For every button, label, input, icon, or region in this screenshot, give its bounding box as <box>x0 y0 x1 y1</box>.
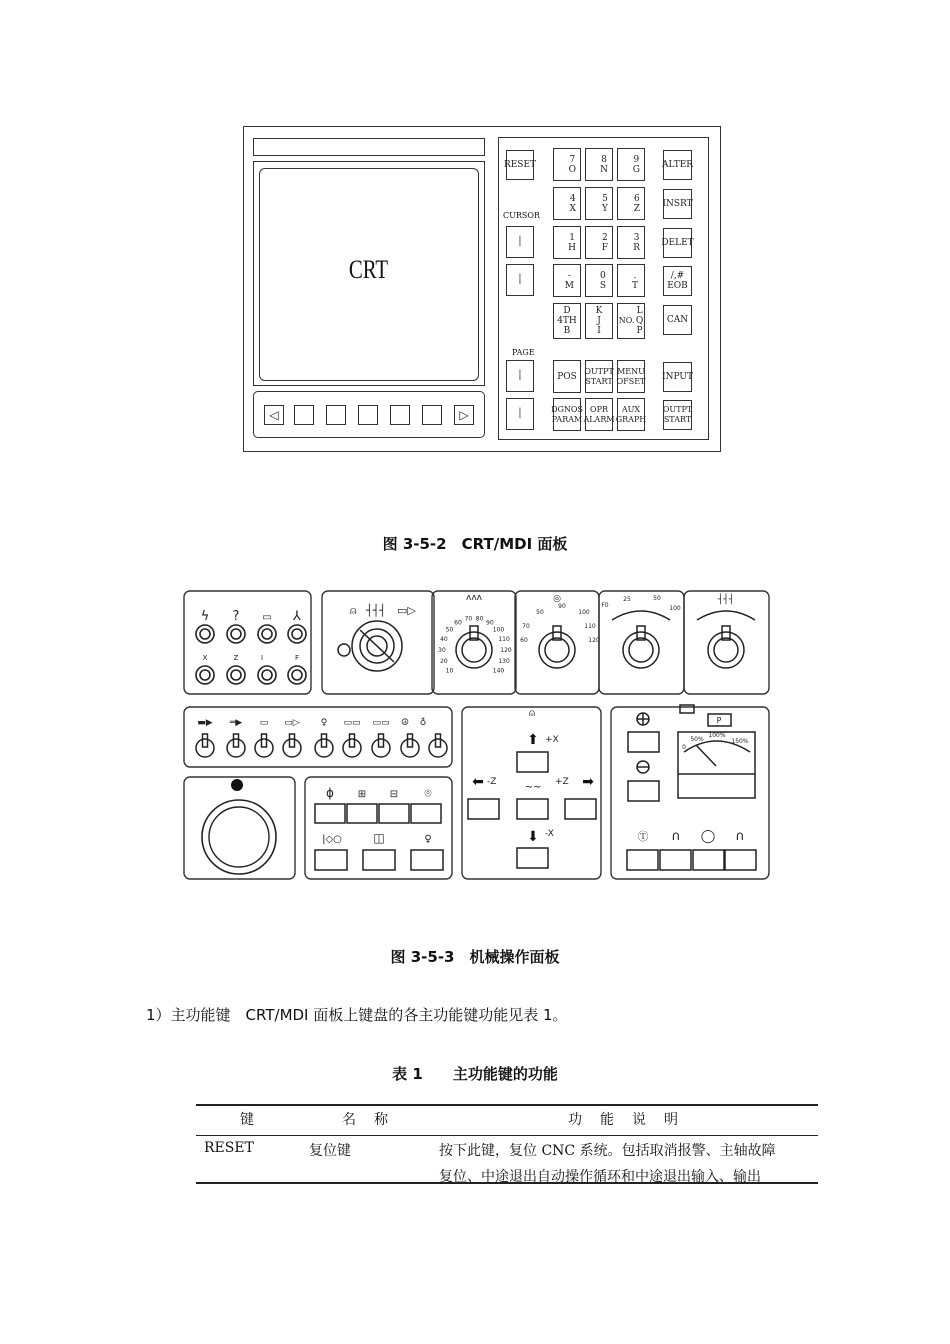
ring-icon: ◯ <box>700 829 716 844</box>
jog-top-icon: ⍝ <box>529 708 535 719</box>
switch-5 <box>196 666 214 684</box>
key-1-h[interactable]: 1 H <box>553 226 581 259</box>
table-header-key: 键 <box>240 1112 256 1128</box>
toggle-icon-1: ▬▶ <box>197 718 213 728</box>
table-top-rule <box>196 1104 818 1106</box>
table-cell-key: RESET <box>204 1140 254 1156</box>
feed-dial-label: 80 <box>475 615 484 623</box>
spindle-btn-6 <box>363 850 395 870</box>
tailstock-icon: ◫ <box>373 831 385 845</box>
feed-dial-label: 30 <box>438 647 446 654</box>
delet-key[interactable]: DELET <box>663 228 692 258</box>
spindle-110: 110 <box>584 623 596 630</box>
can-key[interactable]: CAN <box>663 305 692 335</box>
handwheel-indicator <box>231 779 243 791</box>
table-cell-desc-1: 按下此键，复位 CNC 系统。包括取消报警、主轴故障 <box>439 1143 776 1159</box>
cursor-label: CURSOR <box>503 211 540 220</box>
down-arrow-icon: ⬇ <box>527 829 539 845</box>
toggle-switch[interactable] <box>315 739 333 757</box>
spindle-100: 100 <box>578 609 590 616</box>
switch-4 <box>288 625 306 643</box>
feed-dial-label: 10 <box>445 667 454 675</box>
toggle-icon-7: ▭▭ <box>372 718 390 728</box>
feed-dial-label: 140 <box>492 667 505 675</box>
toggle-switch[interactable] <box>372 739 390 757</box>
key-dot-t[interactable]: . T <box>617 264 645 297</box>
key-8-n[interactable]: 8 N <box>585 148 613 181</box>
spindle-dir-icon: ⊞ <box>357 789 367 800</box>
soft-key-right-arrow[interactable]: ▷ <box>454 405 474 425</box>
spindle-btn-1 <box>315 804 345 823</box>
toggle-lever <box>350 734 355 747</box>
spindle-orient-icon: ⌾ <box>424 786 432 800</box>
spindle-btn-4 <box>411 804 441 823</box>
meter-label-0: 0 <box>682 744 686 751</box>
cycle-btn-3 <box>693 850 724 870</box>
feed-dial-label: 120 <box>500 647 512 654</box>
toggle-lever <box>290 734 295 747</box>
figure-caption-machine: 图 3-5-3 机械操作面板 <box>390 948 560 966</box>
key-6-z[interactable]: 6 Z <box>617 187 645 220</box>
toggle-lever <box>379 734 384 747</box>
feed-dial-label: 70 <box>464 615 473 623</box>
spindle-btn-5 <box>315 850 347 870</box>
cursor-up-key[interactable]: │ <box>506 226 534 258</box>
table-header-rule <box>196 1135 818 1136</box>
meter-label-100: 100% <box>708 732 726 739</box>
key-7-o[interactable]: 7 O <box>553 148 581 181</box>
jog-label-plus-x: +X <box>545 735 559 745</box>
label-z: Z <box>233 654 239 662</box>
increment-icon: ┤┤┤ <box>717 595 735 605</box>
feed-dial-label: 60 <box>454 619 462 627</box>
spindle-btn-7 <box>411 850 443 870</box>
toggle-switch[interactable] <box>429 739 447 757</box>
spindle-icon: ◎ <box>553 594 561 604</box>
rapid-f0: F0 <box>601 602 609 609</box>
jog-plus-z-button <box>565 799 596 819</box>
up-arrow-icon: ⬆ <box>527 732 539 748</box>
feed-dial-label: 50 <box>445 626 454 634</box>
feed-dial-label: 130 <box>498 657 510 665</box>
feed-dial-label: 110 <box>498 636 510 644</box>
key-9-g[interactable]: 9 G <box>617 148 645 181</box>
tool-icon: ⅄ <box>293 609 301 624</box>
toggle-lever <box>322 734 327 747</box>
spindle-60: 60 <box>520 637 528 644</box>
feed-hold-button <box>628 781 659 801</box>
toggle-lever <box>408 734 413 747</box>
arc-icon-1: ∩ <box>671 829 681 844</box>
question-icon: ? <box>232 609 240 624</box>
jog-mode-icon <box>338 644 350 656</box>
spindle-90: 90 <box>558 603 566 610</box>
mp-cycle-panel <box>611 707 769 879</box>
coolant-pump-icon: ♀ <box>424 834 432 845</box>
toggle-switch[interactable] <box>196 739 214 757</box>
opr-alarm-key[interactable]: OPR ALARM <box>585 398 613 431</box>
table-cell-desc-2: 复位、中途退出自动操作循环和中途退出输入、输出 <box>439 1169 761 1185</box>
page-up-key[interactable]: │ <box>506 360 534 392</box>
table-header-name: 名 称 <box>342 1112 390 1128</box>
key-2-f[interactable]: 2 F <box>585 226 613 259</box>
switch-2 <box>227 625 245 643</box>
label-f: F <box>294 654 300 662</box>
key-minus-m[interactable]: - M <box>553 264 581 297</box>
insrt-key[interactable]: INSRT <box>663 189 692 219</box>
switch-6 <box>227 666 245 684</box>
toggle-icon-6: ▭▭ <box>343 718 361 728</box>
mp-increment-panel <box>684 591 769 694</box>
soft-key-left-arrow[interactable]: ◁ <box>264 405 284 425</box>
key-k-j-i[interactable]: K J I <box>585 303 613 339</box>
toggle-icon-4: ▭▷ <box>284 718 300 728</box>
toggle-icon-3: ▭ <box>259 718 269 728</box>
cycle-btn-2 <box>660 850 691 870</box>
single-block-icon <box>680 705 694 713</box>
toggle-lever <box>234 734 239 747</box>
toggle-icon-9: ♁ <box>419 718 427 728</box>
aux-graph-key[interactable]: AUX GRAPH <box>617 398 645 431</box>
feed-dial-label: 40 <box>440 636 448 644</box>
jog-minus-z-button <box>468 799 499 819</box>
cycle-btn-4 <box>725 850 756 870</box>
label-i: I <box>260 654 264 662</box>
toggle-icon-5: ♀ <box>320 718 328 728</box>
feed-dial-label: 90 <box>486 619 494 627</box>
spindle-120: 120 <box>588 637 600 644</box>
switch-7 <box>258 666 276 684</box>
program-protect-letter: P <box>716 716 722 725</box>
chuck-icon: |◇○ <box>322 834 342 845</box>
rapid-25: 25 <box>623 596 631 603</box>
left-arrow-icon: ⬅ <box>472 774 484 790</box>
switch-1 <box>196 625 214 643</box>
rapid-50: 50 <box>653 595 661 602</box>
jog-label-minus-z: -Z <box>487 777 497 787</box>
menu-ofset-key[interactable]: MENU OFSET <box>617 360 645 393</box>
key-4-x[interactable]: 4 X <box>553 187 581 220</box>
toggle-switch[interactable] <box>227 739 245 757</box>
body-paragraph: 1）主功能键 CRT/MDI 面板上键盘的各主功能键功能见表 1。 <box>146 1006 568 1024</box>
cycle-btn-1 <box>627 850 658 870</box>
key-5-y[interactable]: 5 Y <box>585 187 613 220</box>
mp-handwheel-panel <box>184 777 295 879</box>
figure-caption-crt: 图 3-5-2 CRT/MDI 面板 <box>382 535 568 553</box>
eob-key[interactable]: /,# EOB <box>663 266 692 296</box>
spindle-btn-2 <box>347 804 377 823</box>
tool-change-icon: Ⓣ <box>637 830 649 843</box>
toggle-switch[interactable] <box>343 739 361 757</box>
key-d-4th-b[interactable]: D 4TH B <box>553 303 581 339</box>
rapid-wave-icon: ~~ <box>524 782 542 793</box>
toggle-lever <box>262 734 267 747</box>
crt-screen-label: CRT <box>349 254 389 284</box>
toggle-icon-2: ═▶ <box>229 718 243 728</box>
toggle-lever <box>436 734 441 747</box>
jog-minus-x-button <box>517 848 548 868</box>
rapid-100: 100 <box>669 605 681 612</box>
key-no-label: NO. <box>618 316 635 325</box>
key-lqp-label: L Q P <box>635 306 644 336</box>
outpt-start-key-2[interactable]: OUTPT START <box>663 400 692 430</box>
toggle-switch[interactable] <box>401 739 419 757</box>
label-x: X <box>202 654 208 662</box>
page-down-key[interactable]: │ <box>506 398 534 430</box>
jog-rapid-button <box>517 799 548 819</box>
outpt-start-key[interactable]: OUTPT START <box>585 360 613 393</box>
toggle-lever <box>203 734 208 747</box>
cursor-down-key[interactable]: │ <box>506 264 534 296</box>
toggle-icon-8: ☮ <box>400 718 410 728</box>
spindle-70: 70 <box>522 623 530 630</box>
edit-icon: ▭▷ <box>397 604 416 617</box>
key-0-s[interactable]: 0 S <box>585 264 613 297</box>
toggle-switch[interactable] <box>283 739 301 757</box>
toggle-switch[interactable] <box>255 739 273 757</box>
arc-icon-2: ∩ <box>735 829 745 844</box>
spindle-50: 50 <box>536 609 544 616</box>
table-bottom-rule <box>196 1182 818 1184</box>
pos-key[interactable]: POS <box>553 360 581 393</box>
jog-label-plus-z: +Z <box>555 777 569 787</box>
handle-icon: ⍝ <box>350 604 357 617</box>
reset-key[interactable]: RESET <box>506 150 534 180</box>
right-arrow-icon: ➡ <box>582 774 594 790</box>
spindle-jog-icon: ⊟ <box>389 789 399 800</box>
handwheel <box>202 800 276 874</box>
page-label: PAGE <box>512 348 535 357</box>
spindle-btn-3 <box>379 804 409 823</box>
coolant-icon: ▭ <box>262 612 272 623</box>
cycle-start-button <box>628 732 659 752</box>
table-cell-name: 复位键 <box>309 1143 351 1159</box>
dgnos-param-key[interactable]: DGNOS PARAM <box>553 398 581 431</box>
spindle-stop-icon: ϕ <box>326 786 334 800</box>
step-icon: ┤┤┤ <box>366 604 386 617</box>
feed-dial-label: 20 <box>440 657 448 665</box>
switch-3 <box>258 625 276 643</box>
jog-label-minus-x: -X <box>545 829 554 839</box>
table-header-desc: 功 能 说 明 <box>568 1112 680 1128</box>
meter-label-150: 150% <box>731 738 749 745</box>
switch-8 <box>288 666 306 684</box>
key-3-r[interactable]: 3 R <box>617 226 645 259</box>
table-caption: 表 1 主功能键的功能 <box>392 1065 558 1083</box>
lightning-icon: ϟ <box>200 609 210 624</box>
feed-dial-label: 100 <box>492 626 505 634</box>
jog-plus-x-button <box>517 752 548 772</box>
meter-label-50: 50% <box>690 736 704 743</box>
alter-key[interactable]: ALTER <box>663 150 692 180</box>
input-key[interactable]: INPUT <box>663 362 692 392</box>
feed-icon: ʌʌʌ <box>466 593 482 603</box>
